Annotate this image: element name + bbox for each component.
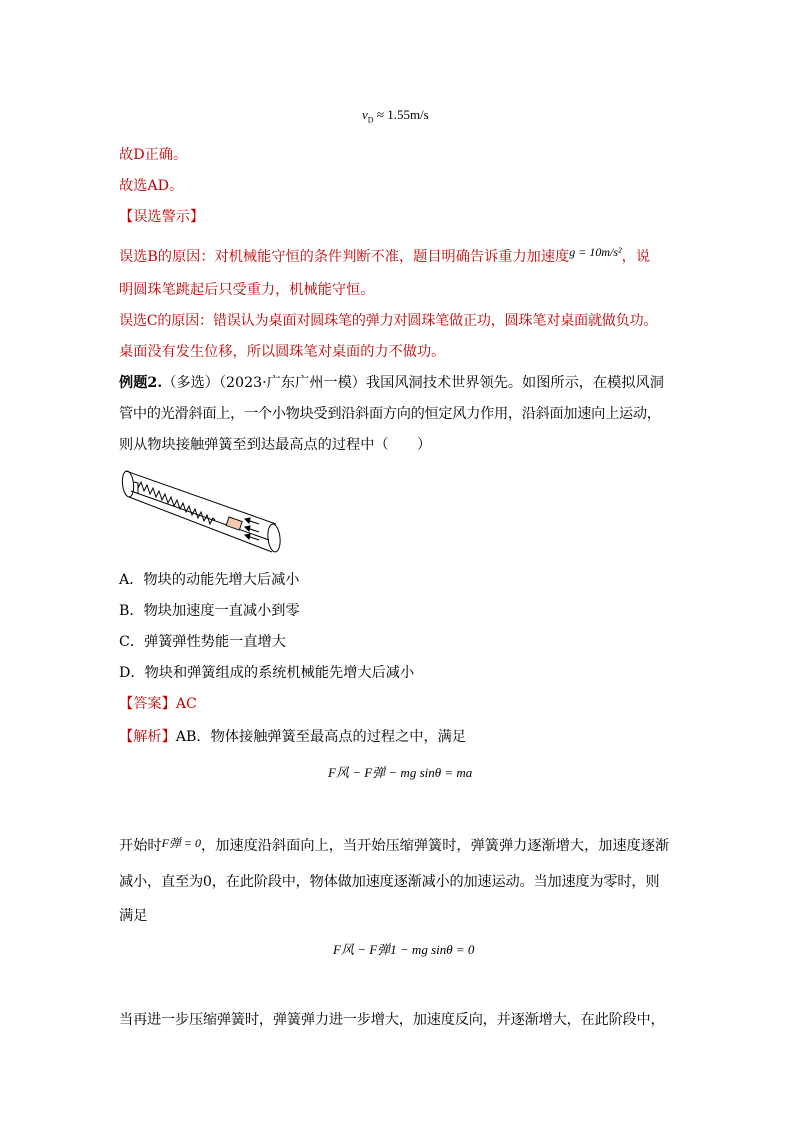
line-warning-title: 【误选警示】 (119, 209, 205, 225)
analysis-tag: 【解析】 (119, 729, 176, 745)
b-reason-text: 误选B的原因：对机械能守恒的条件判断不准，题目明确告诉重力加速度 (119, 249, 570, 265)
line-c-reason-cont: 桌面没有发生位移，所以圆珠笔对桌面的力不做功。 (119, 344, 446, 360)
option-d: D．物块和弹簧组成的系统机械能先增大后减小 (119, 665, 415, 681)
paragraph-line-2: 减小，直至为0，在此阶段中，物体做加速度逐渐减小的加速运动。当加速度为零时，则 (119, 874, 660, 890)
equation-1: F风 − F弹 − mg sinθ = ma (328, 765, 473, 780)
example-2-line-1 (119, 373, 679, 393)
para-rest: ，加速度沿斜面向上，当开始压缩弹簧时，弹簧弹力逐渐增大，加速度逐渐 (201, 838, 670, 854)
example-2-label: 例题2. (119, 375, 163, 391)
wind-arrows (245, 518, 259, 540)
inline-g-value: g = 10m/s² (569, 245, 622, 259)
example-2-text-a: （多选）（2023·广东广州一模）我国风洞技术世界领先。如图所示，在模拟风洞 (162, 375, 664, 391)
tube-left-end (121, 470, 135, 497)
tube-bottom-edge (129, 497, 272, 552)
line-d-correct: 故D正确。 (119, 147, 188, 163)
paragraph-line-3: 满足 (119, 908, 148, 924)
equation-velocity (362, 107, 429, 125)
eq-var: v (362, 107, 368, 122)
block (226, 517, 242, 530)
equation-2: F风 − F弹1 − mg sinθ = 0 (333, 942, 475, 957)
para-start: 开始时 (119, 838, 162, 854)
example-2-line-3: 则从物块接触弹簧至到达最高点的过程中（ ） (119, 437, 432, 453)
paragraph-line-4: 当再进一步压缩弹簧时，弹簧弹力进一步增大，加速度反向，并逐渐增大，在此阶段中， (119, 1012, 665, 1028)
wind-tunnel-figure (119, 464, 284, 560)
line-c-reason: 误选C的原因：错误认为桌面对圆珠笔的弹力对圆珠笔做正功，圆珠笔对桌面就做负功。 (119, 313, 658, 329)
eq-sub: D (367, 115, 374, 125)
line-b-reason-cont: 明圆珠笔跳起后只受重力，机械能守恒。 (119, 282, 375, 298)
analysis-line (119, 727, 679, 747)
option-b: B．物块加速度一直减小到零 (119, 603, 300, 619)
spring (138, 482, 215, 524)
inline-f-zero: F弹 = 0 (161, 836, 202, 850)
incline-surface (131, 491, 269, 540)
tube-right-end (267, 523, 282, 552)
eq-rest: ≈ 1.55m/s (373, 107, 429, 122)
b-reason-tail: ，说 (621, 249, 651, 265)
answer-line: 【答案】AC (119, 696, 197, 712)
example-2-line-2: 管中的光滑斜面上，一个小物块受到沿斜面方向的恒定风力作用，沿斜面加速向上运动， (119, 406, 661, 422)
paragraph-line-1 (119, 836, 679, 856)
analysis-text: AB．物体接触弹簧至最高点的过程之中，满足 (175, 729, 467, 745)
option-c: C．弹簧弹性势能一直增大 (119, 634, 286, 650)
line-choose-ad: 故选AD。 (119, 178, 184, 194)
option-a: A．物块的动能先增大后减小 (119, 572, 300, 588)
line-b-reason (119, 247, 679, 267)
